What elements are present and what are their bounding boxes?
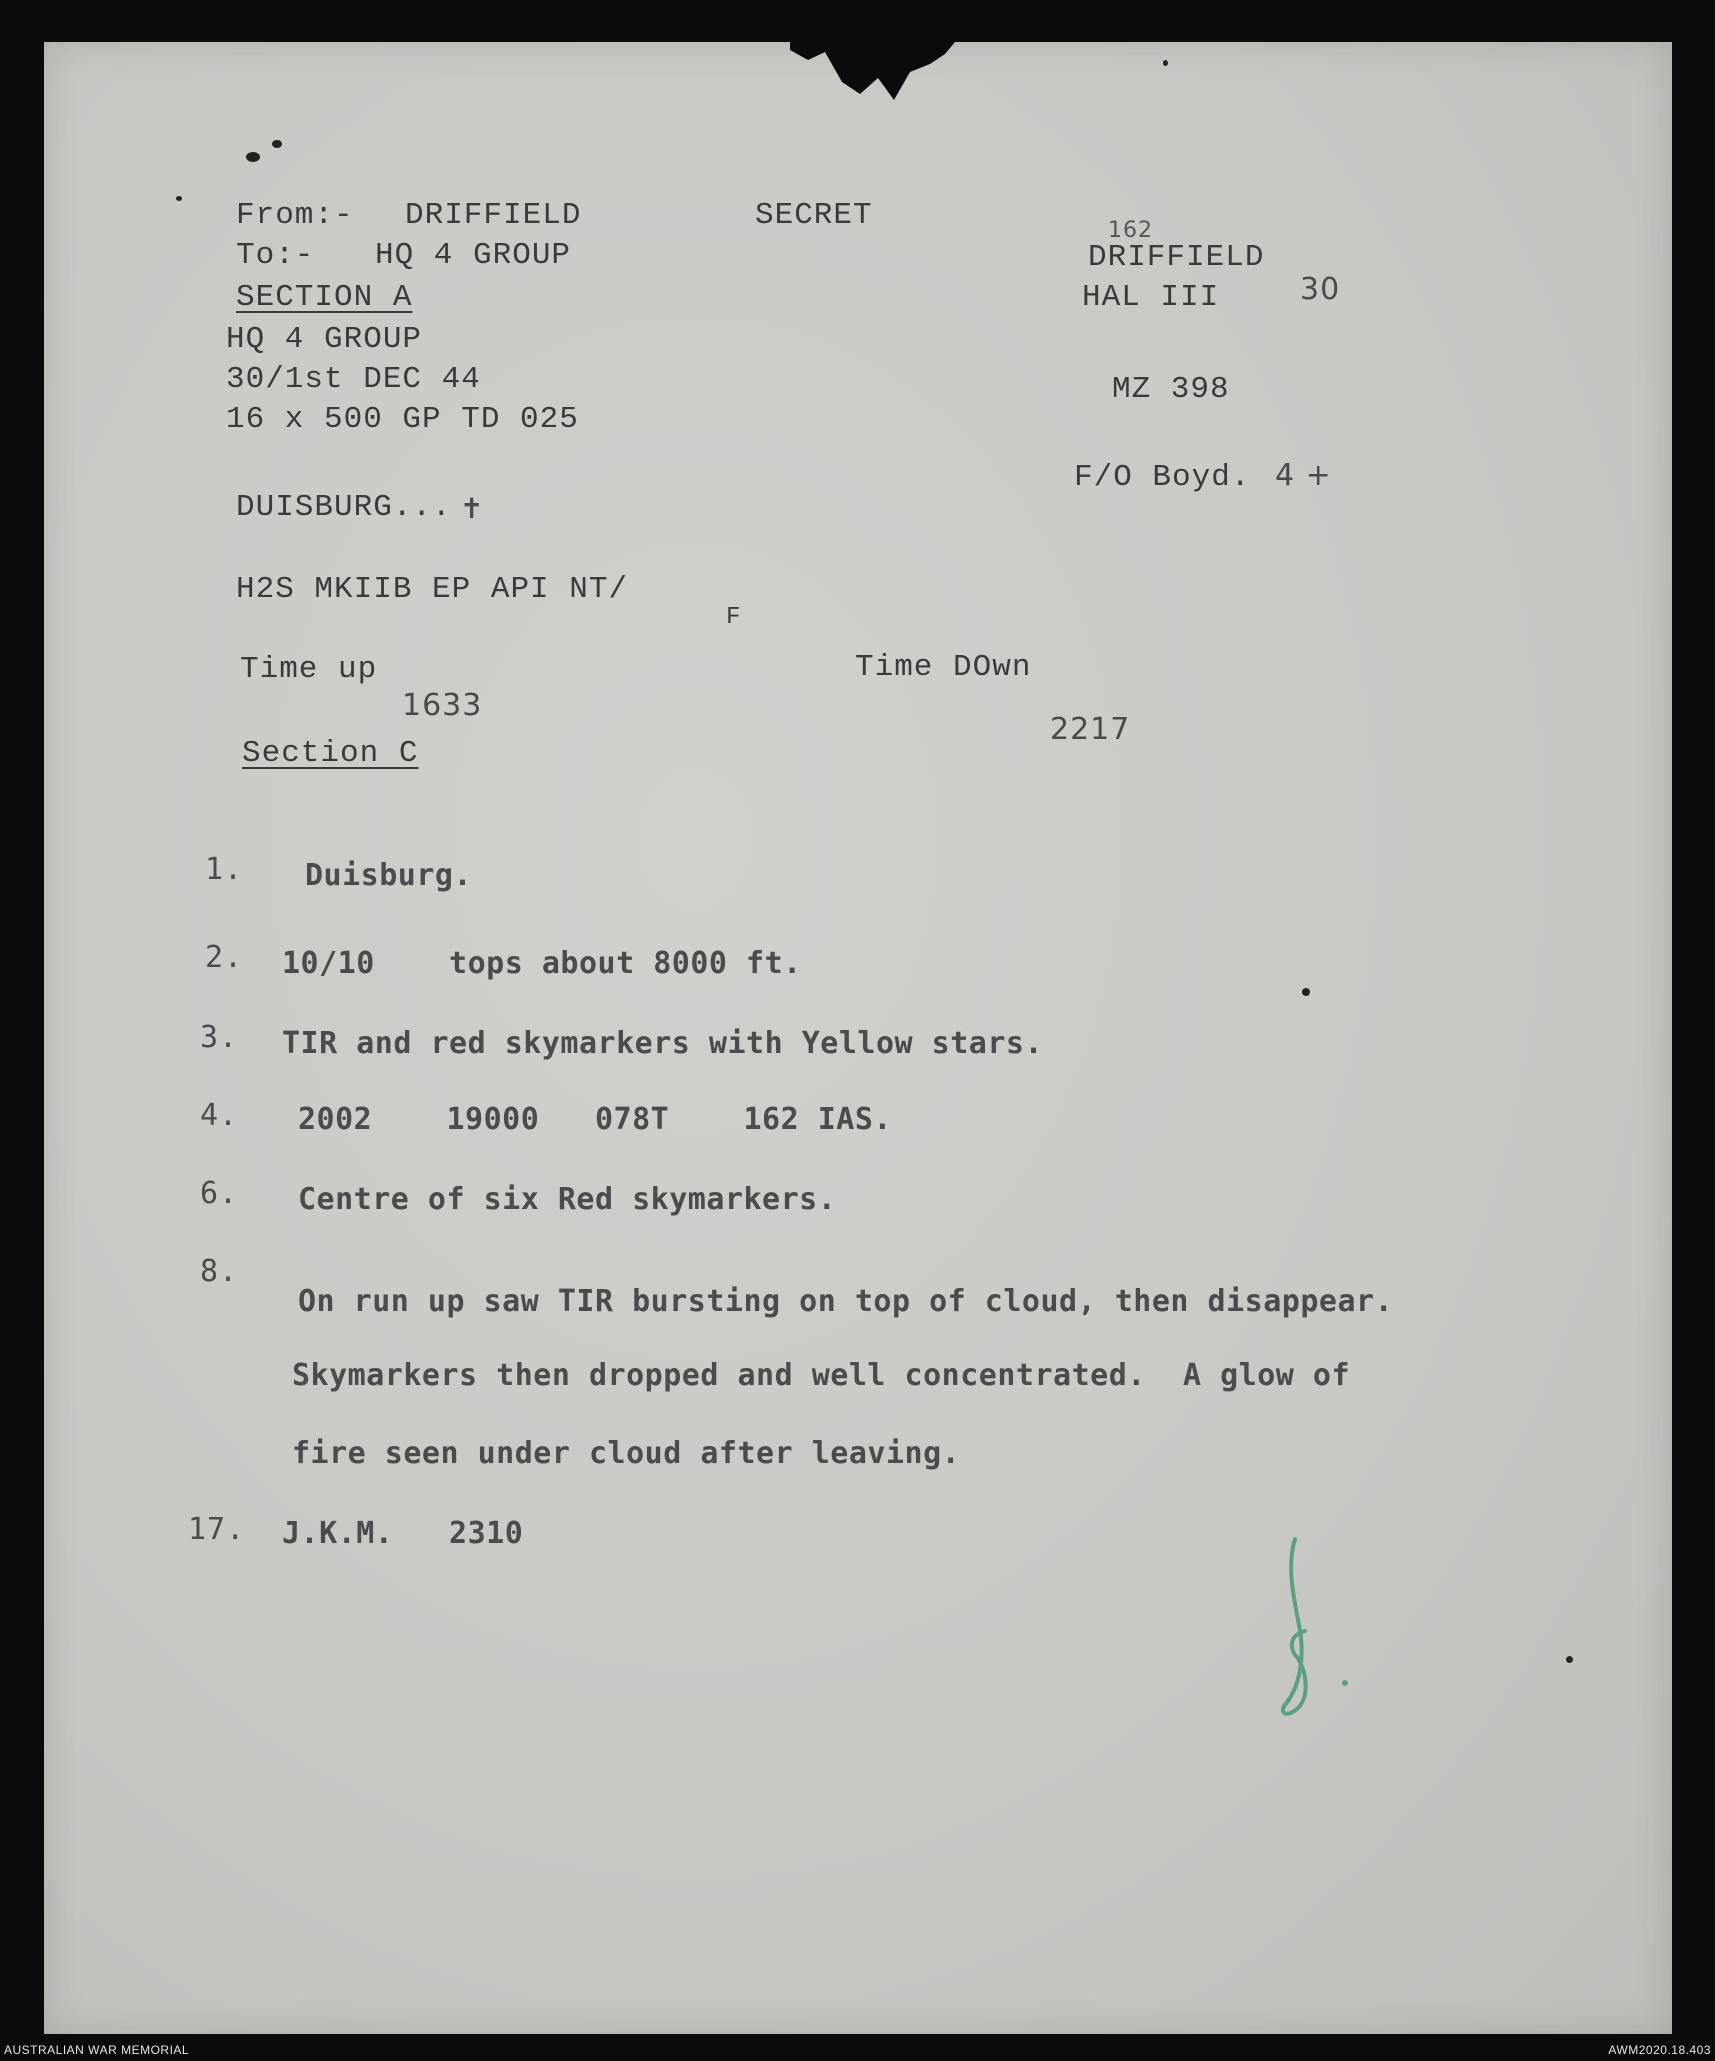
addressee: HQ 4 GROUP (226, 322, 423, 357)
item-number: 6. (200, 1176, 239, 1211)
item-text: Skymarkers then dropped and well concentrated. A glow of (292, 1358, 1351, 1393)
time-down-label: Time DOwn (855, 650, 1032, 685)
target-cross-mark: ✝ (460, 492, 485, 525)
section-a-heading: SECTION A (236, 280, 413, 315)
item-text: fire seen under cloud after leaving. (292, 1436, 961, 1471)
paper-speck (176, 196, 182, 201)
aircraft-serial: MZ 398 (1112, 372, 1230, 407)
item-text: 2002 19000 078T 162 IAS. (298, 1102, 892, 1137)
time-up-value: 1633 (402, 688, 483, 723)
item-text: Duisburg. (305, 858, 473, 893)
item-number: 2. (205, 940, 244, 975)
equipment: H2S MKIIB EP API NT/ (236, 572, 629, 607)
equipment-suffix: F (726, 604, 742, 631)
target: DUISBURG... (236, 490, 452, 525)
paper-speck (1566, 1656, 1573, 1663)
to-label: To:- (236, 238, 315, 273)
section-c-heading: Section C (242, 736, 419, 771)
from-label: From:- (236, 198, 354, 233)
paper-speck (1163, 60, 1168, 66)
item-number: 4. (200, 1098, 239, 1133)
item-number: 8. (200, 1254, 239, 1289)
paper-speck (272, 140, 282, 148)
classification-label: SECRET (755, 198, 873, 233)
bomb-load: 16 x 500 GP TD 025 (226, 402, 579, 437)
to-value: HQ 4 GROUP (375, 238, 572, 273)
item-text: J.K.M. 2310 (282, 1516, 524, 1551)
time-up-label: Time up (240, 652, 378, 687)
time-down-value: 2217 (1050, 712, 1131, 747)
item-number: 1. (205, 852, 244, 887)
torn-edge (790, 42, 955, 102)
item-text: Centre of six Red skymarkers. (298, 1182, 837, 1217)
footer-right: AWM2020.18.403 (1608, 2043, 1711, 2057)
item-text: On run up saw TIR bursting on top of cloud, then disappear. (298, 1284, 1394, 1319)
pilot-suffix: 4 + (1275, 458, 1332, 493)
pilot: F/O Boyd. (1074, 460, 1251, 495)
item-text: TIR and red skymarkers with Yellow stars. (282, 1026, 1044, 1061)
squadron-number: 30 (1300, 272, 1341, 307)
annotation-top: 162 (1108, 218, 1153, 243)
item-number: 3. (200, 1020, 239, 1055)
footer-left: AUSTRALIAN WAR MEMORIAL (4, 2043, 190, 2057)
from-value: DRIFFIELD (405, 198, 582, 233)
item-number: 17. (188, 1512, 246, 1547)
station: DRIFFIELD (1088, 240, 1265, 275)
item-text: 10/10 tops about 8000 ft. (282, 946, 802, 981)
signature-initial (1265, 1535, 1355, 1735)
aircraft-type: HAL III (1082, 280, 1220, 315)
paper-speck (1302, 988, 1310, 996)
date: 30/1st DEC 44 (226, 362, 481, 397)
paper-speck (246, 152, 260, 162)
